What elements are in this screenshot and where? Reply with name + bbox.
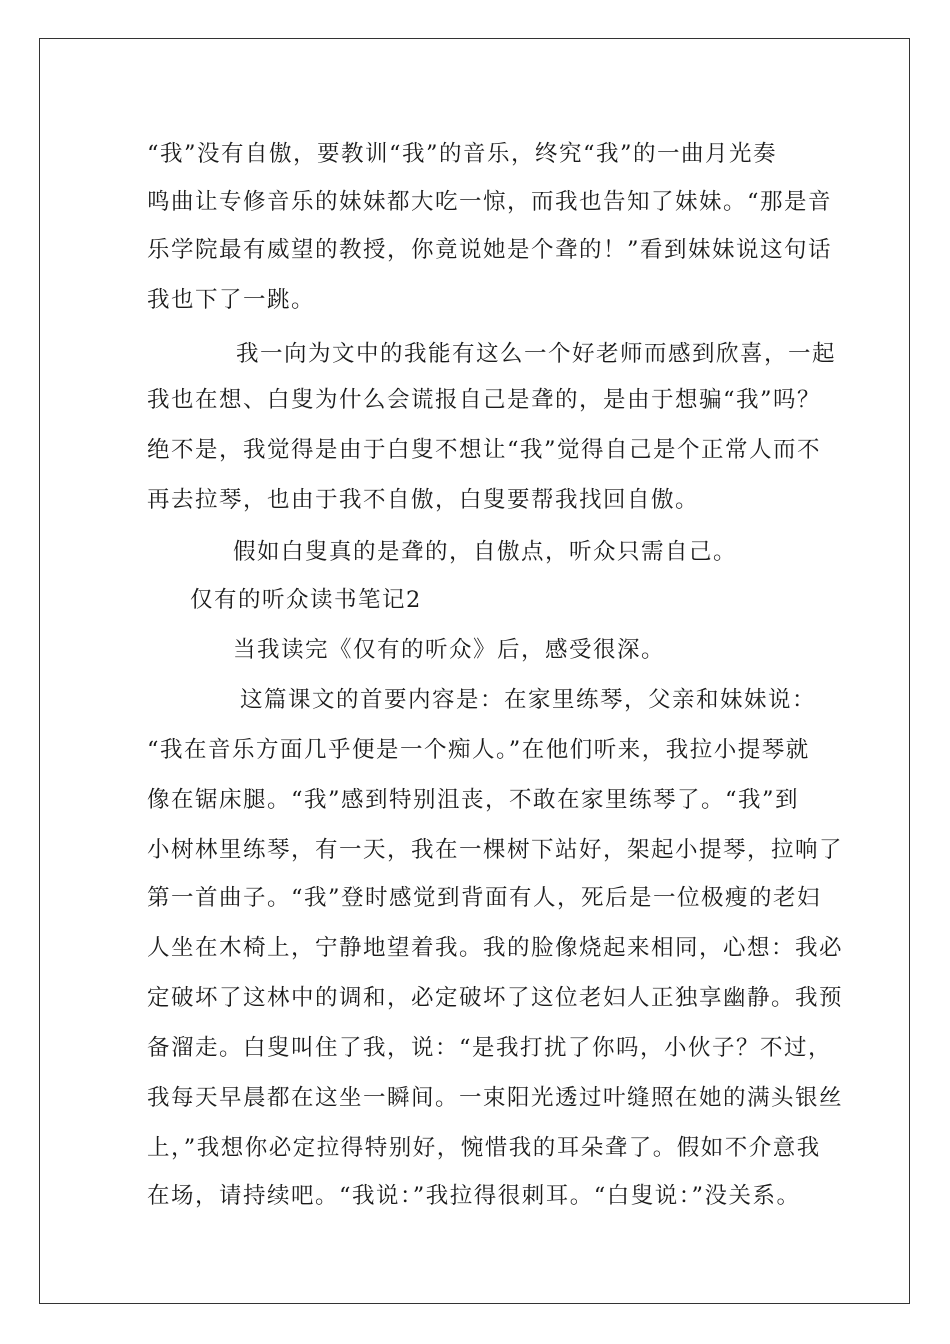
text-line-6: 我也在想、白叟为什么会谎报自己是聋的，是由于想骗“我”吗？ [147,387,822,413]
section-heading: 仅有的听众读书笔记2 [190,587,422,613]
text-line-5: 我一向为文中的我能有这么一个好老师而感到欣喜，一起 [236,341,837,367]
text-line-4: 我也下了一跳。 [147,287,316,313]
text-line-19: 备溜走。白叟叫住了我，说：“是我打扰了你吗，小伙子？不过， [147,1035,833,1061]
text-line-22: 在场，请持续吧。“我说：”我拉得很刺耳。“白叟说：”没关系。 [147,1183,801,1209]
text-line-7: 绝不是，我觉得是由于白叟不想让“我”觉得自己是个正常人而不 [147,437,822,463]
text-line-1: “我”没有自傲，要教训“我”的音乐，终究“我”的一曲月光奏 [147,141,778,167]
text-line-20: 我每天早晨都在这坐一瞬间。一束阳光透过叶缝照在她的满头银丝 [147,1085,844,1111]
text-line-13: “我在音乐方面几乎便是一个痴人。”在他们听来，我拉小提琴就 [147,737,810,763]
text-line-9: 假如白叟真的是聋的，自傲点，听众只需自己。 [233,539,738,565]
text-line-8: 再去拉琴，也由于我不自傲，白叟要帮我找回自傲。 [147,487,700,513]
page-border [39,38,910,1304]
text-line-3: 乐学院最有威望的教授，你竟说她是个聋的！”看到妹妹说这句话 [147,237,833,263]
text-line-2: 鸣曲让专修音乐的妹妹都大吃一惊，而我也告知了妹妹。“那是音 [147,189,833,215]
text-line-11: 当我读完《仅有的听众》后，感受很深。 [233,637,666,663]
text-line-18: 定破坏了这林中的调和，必定破坏了这位老妇人正独享幽静。我预 [147,985,844,1011]
text-line-16: 第一首曲子。“我”登时感觉到背面有人，死后是一位极瘦的老妇 [147,885,822,911]
text-line-12: 这篇课文的首要内容是：在家里练琴，父亲和妹妹说： [240,687,817,713]
text-line-21: 上，”我想你必定拉得特别好，惋惜我的耳朵聋了。假如不介意我 [147,1135,821,1161]
text-line-15: 小树林里练琴，有一天，我在一棵树下站好，架起小提琴，拉响了 [147,837,844,863]
text-line-14: 像在锯床腿。“我”感到特别沮丧，不敢在家里练琴了。“我”到 [147,787,800,813]
text-line-17: 人坐在木椅上，宁静地望着我。我的脸像烧起来相同，心想：我必 [147,935,844,961]
